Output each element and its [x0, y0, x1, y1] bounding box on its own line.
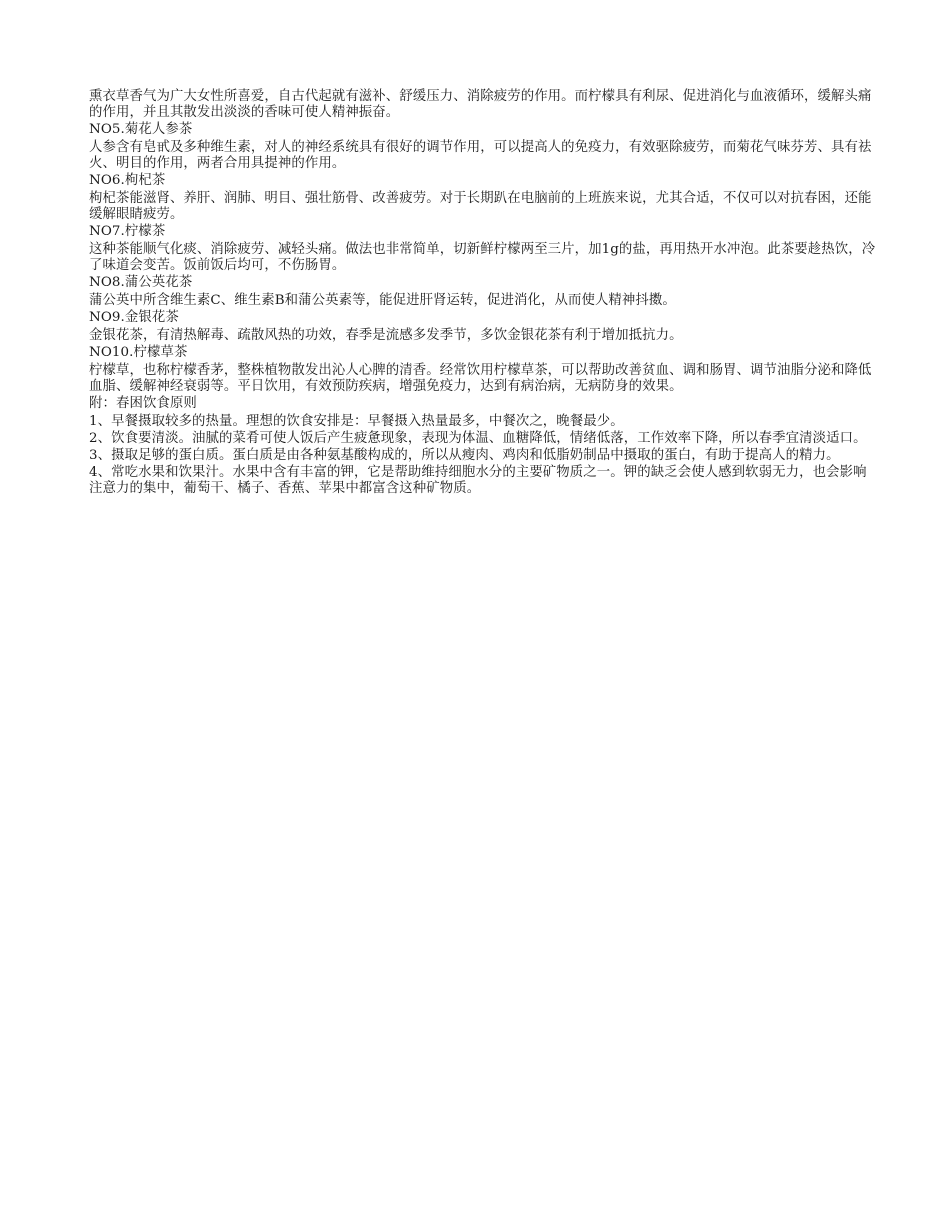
- tea-heading-no5: NO5.菊花人参茶: [89, 122, 193, 137]
- tea-body-no7: 这种茶能顺气化痰、消除疲劳、减轻头痛。做法也非常简单，切新鲜柠檬两至三片，加1g的盐，再用热开水冲泡。此茶要趁热饮，冷了味道会变苦。饭前饭后均可，不伤肠胃。: [89, 242, 876, 273]
- tea-heading-no10: NO10.柠檬草茶: [89, 345, 188, 360]
- tea-body-no9: 金银花茶，有清热解毒、疏散风热的功效，春季是流感多发季节，多饮金银花茶有利于增加抵抗力。: [89, 328, 683, 343]
- appendix-item-4: 4、常吃水果和饮果汁。水果中含有丰富的钾，它是帮助维持细胞水分的主要矿物质之一。钾的缺乏会使人感到软弱无力，也会影响注意力的集中，葡萄干、橘子、香蕉、苹果中都富含这种矿物质。: [89, 465, 867, 496]
- appendix-item-1: 1、早餐摄取较多的热量。理想的饮食安排是：早餐摄入热量最多，中餐次之，晚餐最少。: [89, 414, 624, 429]
- document-page: [89, 89, 879, 498]
- intro-paragraph: 熏衣草香气为广大女性所喜爱，自古代起就有滋补、舒缓压力、消除疲劳的作用。而柠檬具有利尿、促进消化与血液循环，缓解头痛的作用，并且其散发出淡淡的香味可使人精神振奋。: [89, 89, 872, 120]
- tea-body-no10: 柠檬草，也称柠檬香茅，整株植物散发出沁人心脾的清香。经常饮用柠檬草茶，可以帮助改善贫血、调和肠胃、调节油脂分泌和降低血脂、缓解神经衰弱等。平日饮用，有效预防疾病，增强免疫力，达到有病治病，无病防身的效果。: [89, 363, 872, 394]
- tea-heading-no9: NO9.金银花茶: [89, 310, 179, 325]
- tea-body-no5: 人参含有皂甙及多种维生素，对人的神经系统具有很好的调节作用，可以提高人的免疫力，有效驱除疲劳，而菊花气味芬芳、具有祛火、明目的作用，两者合用具提神的作用。: [89, 140, 872, 171]
- tea-heading-no7: NO7.柠檬茶: [89, 224, 166, 239]
- appendix-item-2: 2、饮食要清淡。油腻的菜肴可使人饭后产生疲惫现象，表现为体温、血糖降低，情绪低落，工作效率下降，所以春季宜清淡适口。: [89, 431, 867, 446]
- appendix-item-3: 3、摄取足够的蛋白质。蛋白质是由各种氨基酸构成的，所以从瘦肉、鸡肉和低脂奶制品中摄取的蛋白，有助于提高人的精力。: [89, 448, 840, 463]
- tea-heading-no6: NO6.枸杞茶: [89, 173, 166, 188]
- appendix-heading: 附：春困饮食原则: [89, 396, 197, 411]
- tea-body-no8: 蒲公英中所含维生素C、维生素B和蒲公英素等，能促进肝肾运转，促进消化，从而使人精神抖擞。: [89, 293, 676, 308]
- tea-body-no6: 枸杞茶能滋肾、养肝、润肺、明目、强壮筋骨、改善疲劳。对于长期趴在电脑前的上班族来说，尤其合适，不仅可以对抗春困，还能缓解眼睛疲劳。: [89, 191, 872, 222]
- tea-heading-no8: NO8.蒲公英花茶: [89, 275, 193, 290]
